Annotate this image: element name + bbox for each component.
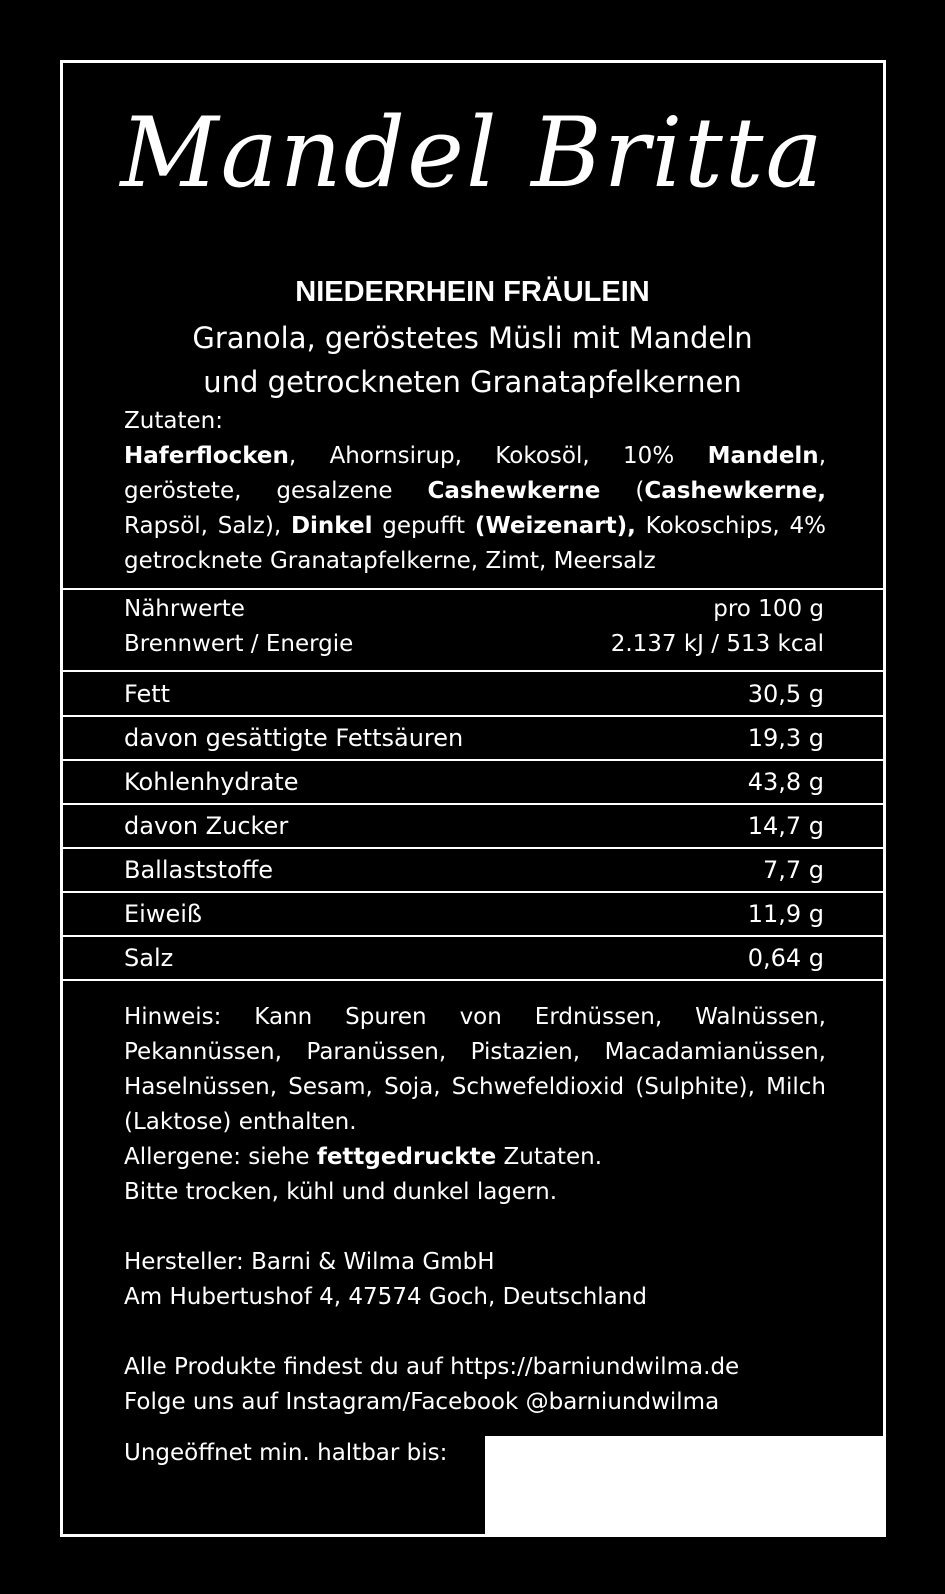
ingredient-allergen: Mandeln xyxy=(707,443,819,469)
nutrition-row-salt xyxy=(124,936,824,980)
nutrition-header-row xyxy=(124,592,824,627)
energy-value: 2.137 kJ / 513 kcal xyxy=(610,631,824,657)
table-row xyxy=(124,760,824,804)
nutrition-row-saturated xyxy=(124,716,824,760)
ingredients-text xyxy=(124,439,826,579)
nutrition-row-sugar xyxy=(124,804,824,848)
product-name: Mandel Britta xyxy=(120,97,825,209)
table-row xyxy=(124,848,824,892)
nutrition-header-label: Nährwerte xyxy=(124,596,245,622)
nutrient-label: Eiweiß xyxy=(124,900,203,928)
ingredients-heading: Zutaten: xyxy=(124,408,223,434)
nutrient-value: 43,8 g xyxy=(747,768,824,796)
ingredient-allergen: Cashewkerne xyxy=(427,478,601,504)
ingredient-text: , Ahornsirup, Kokosöl, 10% xyxy=(288,443,708,469)
product-description xyxy=(0,316,945,404)
ingredient-text: ( xyxy=(600,478,645,504)
address: Am Hubertushof 4, 47574 Goch, Deutschland xyxy=(124,1284,647,1310)
nutrition-row-fat xyxy=(124,672,824,716)
nutrient-label: Salz xyxy=(124,944,174,972)
table-row xyxy=(124,804,824,848)
nutrition-row-carbs xyxy=(124,760,824,804)
ingredient-allergen: Cashewkerne, xyxy=(644,478,826,504)
manufacturer: Hersteller: Barni & Wilma GmbH xyxy=(124,1249,495,1275)
description-line-2: und getrockneten Granatapfelkernen xyxy=(203,365,742,399)
nutrition-row-protein xyxy=(124,892,824,936)
nutrient-value: 14,7 g xyxy=(747,812,824,840)
nutrition-header-value: pro 100 g xyxy=(713,596,824,622)
nutrient-label: Fett xyxy=(124,680,171,708)
nutrient-value: 11,9 g xyxy=(747,900,824,928)
ingredient-text: , geröstete, gesalzene xyxy=(124,443,826,504)
products-link: Alle Produkte findest du auf https://barniundwilma.de xyxy=(124,1354,740,1380)
ingredient-text: Rapsöl, Salz), xyxy=(124,513,291,539)
nutrition-row-fiber xyxy=(124,848,824,892)
spacer xyxy=(124,1315,826,1350)
nutrient-value: 30,5 g xyxy=(747,680,824,708)
table-row xyxy=(124,672,824,716)
nutrient-label: davon Zucker xyxy=(124,812,289,840)
ingredient-allergen: Dinkel xyxy=(290,513,373,539)
allergen-suffix: Zutaten. xyxy=(496,1144,603,1170)
nutrient-value: 0,64 g xyxy=(747,944,824,972)
nutrient-label: Kohlenhydrate xyxy=(124,768,299,796)
allergen-note xyxy=(124,1140,826,1175)
storage-note: Bitte trocken, kühl und dunkel lagern. xyxy=(124,1179,558,1205)
best-before-label: Ungeöffnet min. haltbar bis: xyxy=(124,1440,448,1466)
allergen-bold: fettgedruckte xyxy=(316,1144,497,1170)
table-row xyxy=(124,892,824,936)
ingredient-allergen: (Weizenart), xyxy=(474,513,636,539)
table-row xyxy=(124,936,824,980)
notes-block xyxy=(124,1000,826,1420)
nutrition-header xyxy=(124,592,824,662)
energy-row xyxy=(124,627,824,662)
ingredient-text: gepufft xyxy=(372,513,475,539)
description-line-1: Granola, geröstetes Müsli mit Mandeln xyxy=(192,321,753,355)
spacer xyxy=(124,1210,826,1245)
nutrient-label: Ballaststoffe xyxy=(124,856,274,884)
nutrient-label: davon gesättigte Fettsäuren xyxy=(124,724,464,752)
divider xyxy=(63,588,883,590)
ingredients-block xyxy=(124,404,826,579)
best-before-field xyxy=(485,1436,883,1534)
energy-label: Brennwert / Energie xyxy=(124,631,354,657)
nutrient-value: 7,7 g xyxy=(762,856,824,884)
allergen-hint: Hinweis: Kann Spuren von Erdnüssen, Walnüssen, Pekannüssen, Paranüssen, Pistazien, Macadamianüssen, Haselnüssen, Sesam, Soja, Schwefeldioxid (Sulphite), Milch (Laktose) enthalten. xyxy=(124,1004,826,1135)
ingredient-text: Kokoschips, 4% getrocknete Granatapfelkerne, Zimt, Meersalz xyxy=(124,513,826,574)
allergen-prefix: Allergene: siehe xyxy=(124,1144,317,1170)
brand-name: NIEDERRHEIN FRÄULEIN xyxy=(295,276,650,308)
table-row xyxy=(124,716,824,760)
ingredient-allergen: Haferflocken xyxy=(124,443,289,469)
nutrient-value: 19,3 g xyxy=(747,724,824,752)
social-note: Folge uns auf Instagram/Facebook @barniundwilma xyxy=(124,1389,720,1415)
divider xyxy=(63,979,883,981)
